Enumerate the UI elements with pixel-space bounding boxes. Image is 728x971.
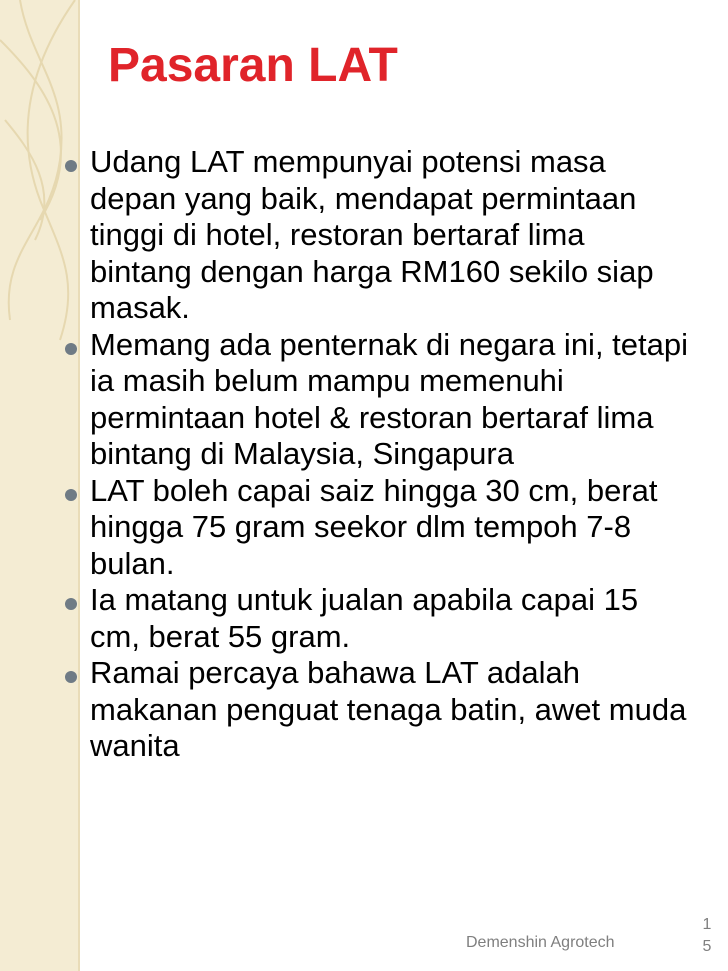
bullet-dot-icon — [65, 598, 77, 610]
bullet-item — [0, 655, 728, 765]
bullet-dot-icon — [65, 489, 77, 501]
bullet-dot-icon — [65, 343, 77, 355]
bullet-text: Ia matang untuk jualan apabila capai 15 cm, berat 55 gram. — [90, 582, 639, 654]
bullet-item — [0, 473, 728, 583]
footer-text: Demenshin Agrotech — [466, 934, 615, 951]
page-number: 15 — [702, 916, 712, 955]
slide-title: Pasaran LAT — [108, 39, 398, 92]
bullet-text: Udang LAT mempunyai potensi masa depan yang baik, mendapat permintaan tinggi di hotel, restoran bertaraf lima bintang dengan harga RM160 sekilo siap masak. — [90, 144, 654, 325]
bullet-text: Ramai percaya bahawa LAT adalah makanan penguat tenaga batin, awet muda wanita — [90, 655, 687, 763]
bullet-item — [0, 327, 728, 473]
bullet-text: LAT boleh capai saiz hingga 30 cm, berat hingga 75 gram seekor dlm tempoh 7-8 bulan. — [90, 472, 658, 581]
bullet-dot-icon — [65, 160, 77, 172]
bullet-item — [0, 144, 728, 327]
bullet-list — [0, 144, 728, 765]
bullet-text: Memang ada penternak di negara ini, tetapi ia masih belum mampu memenuhi permintaan hotel & restoran bertaraf lima bintang di Malaysia, Singapura — [90, 326, 689, 471]
bullet-item — [0, 582, 728, 655]
bullet-dot-icon — [65, 671, 77, 683]
